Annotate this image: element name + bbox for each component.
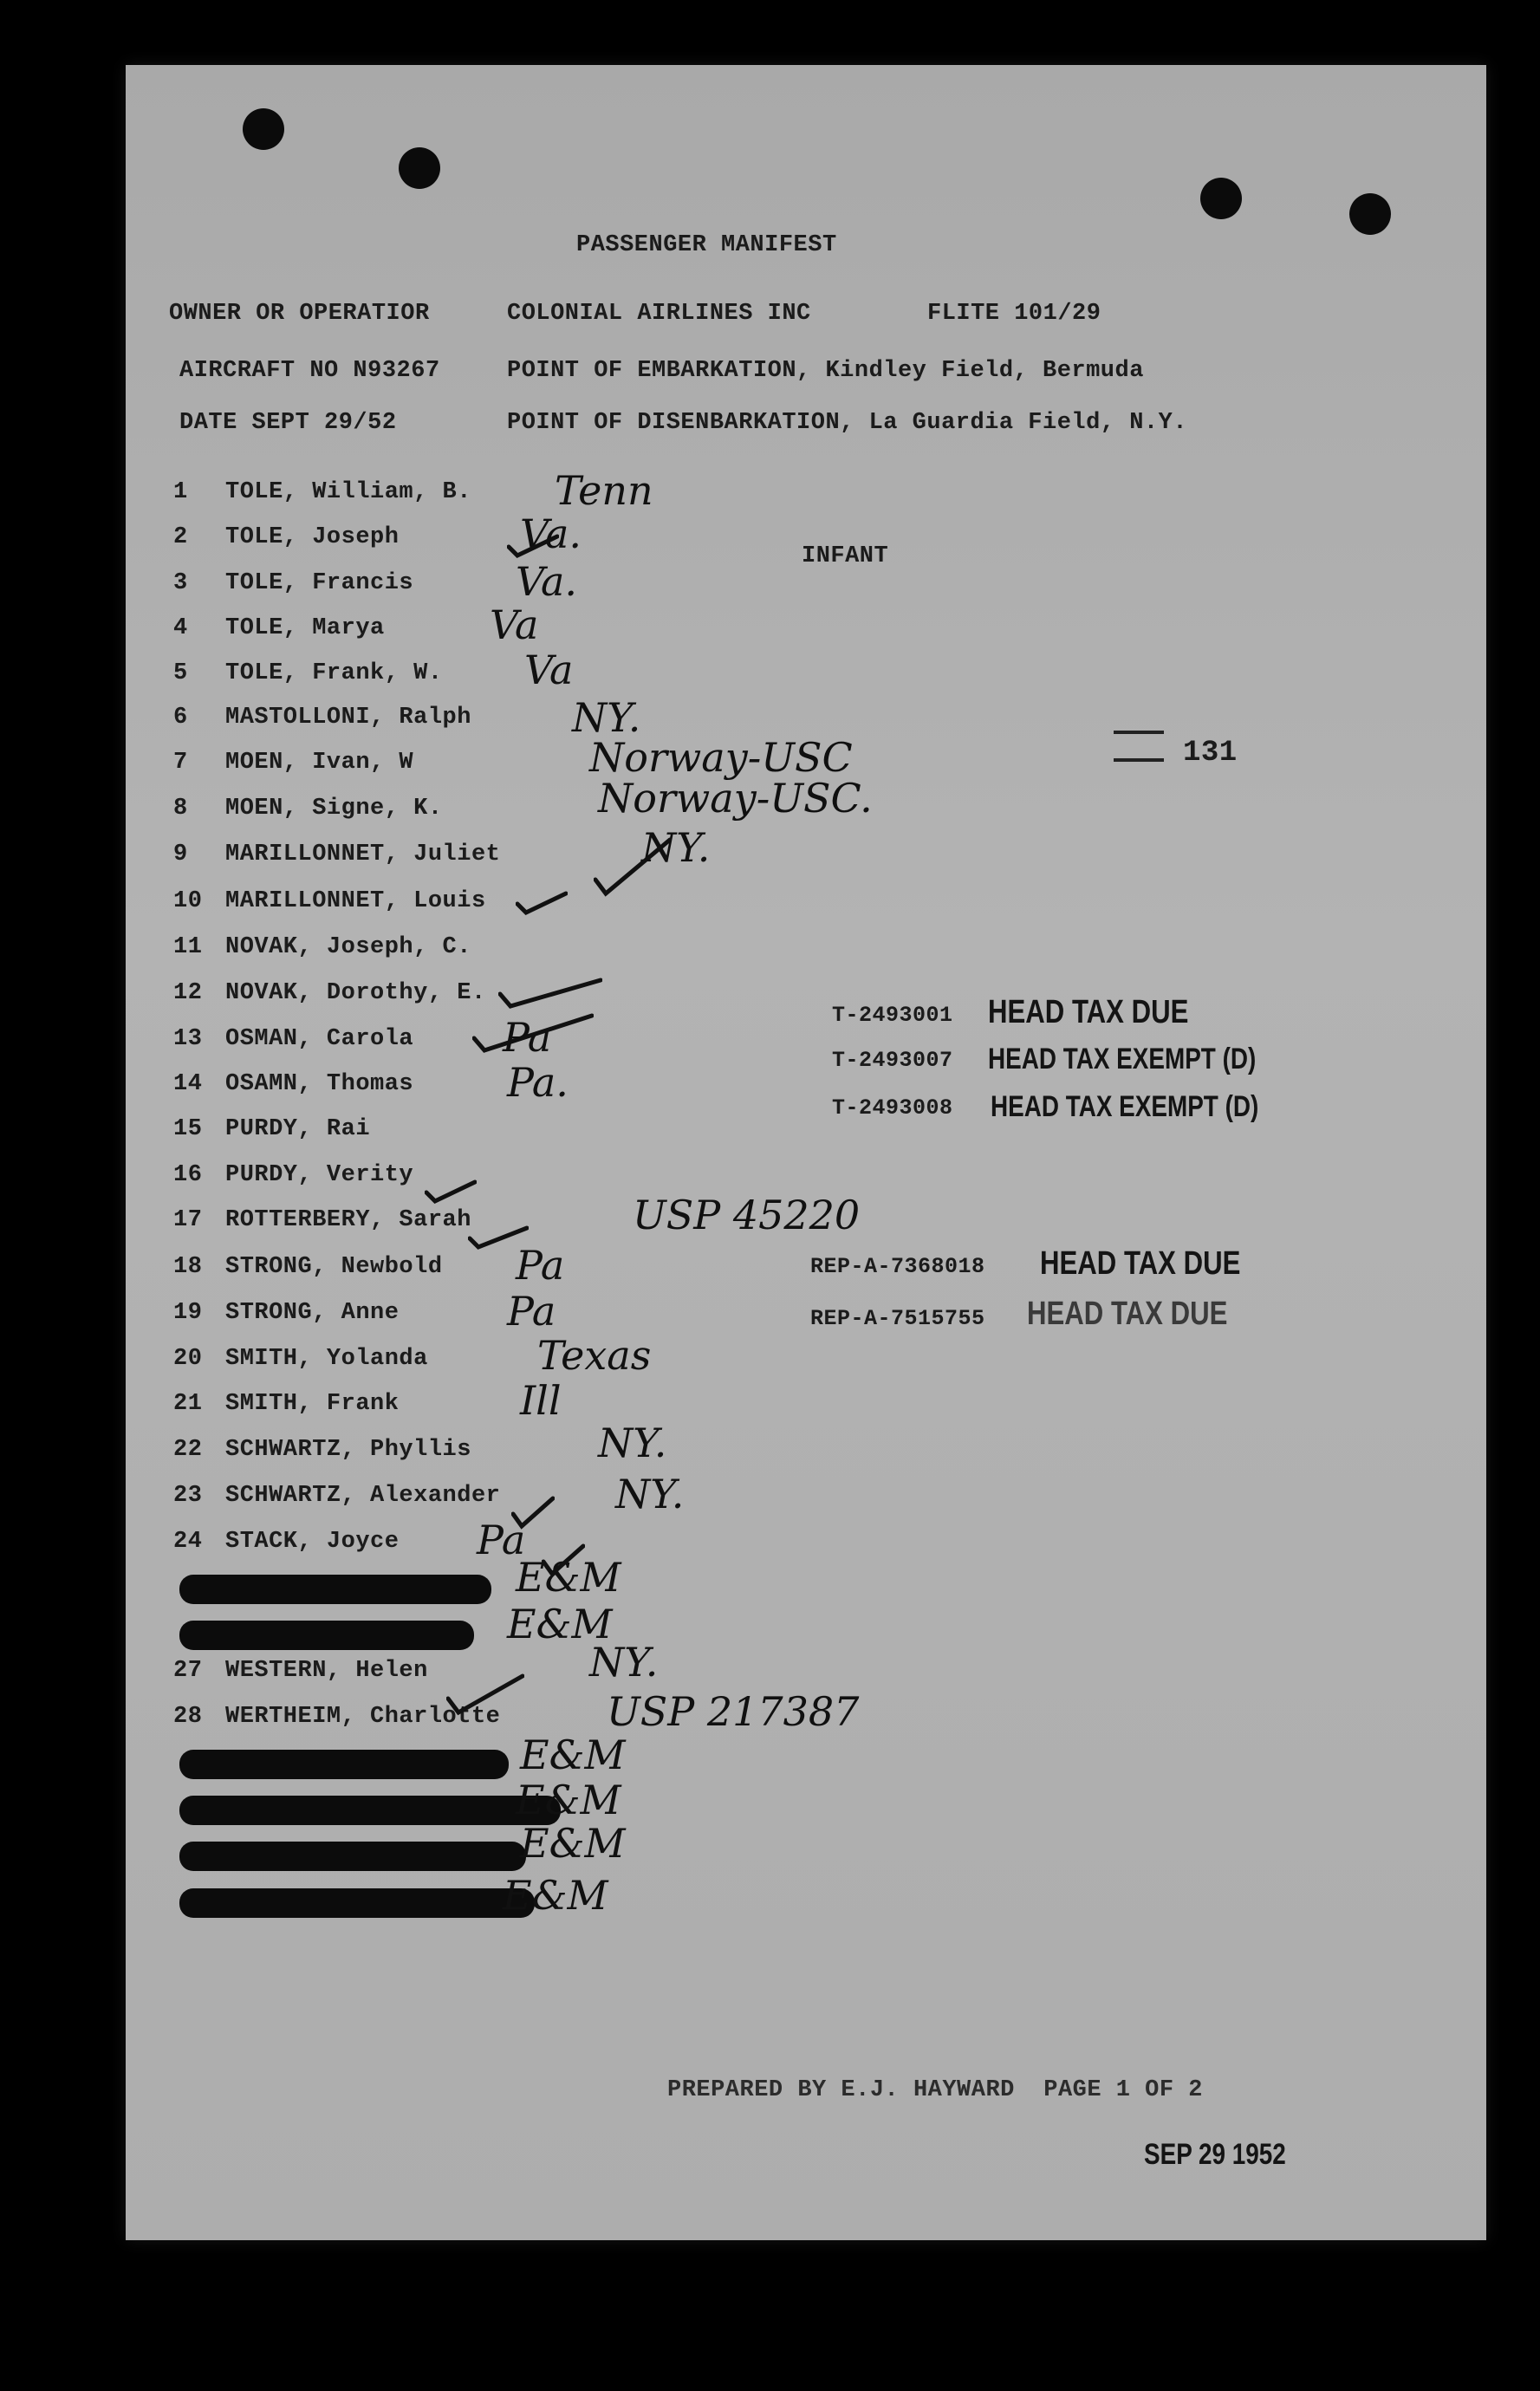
check-mark bbox=[472, 1012, 594, 1056]
count-dash bbox=[1114, 758, 1164, 762]
handwritten-note: Pa bbox=[507, 1288, 556, 1335]
check-mark bbox=[468, 1225, 529, 1251]
row-number: 24 bbox=[173, 1529, 203, 1555]
handwritten-note: Norway-USC. bbox=[598, 775, 873, 822]
handwritten-note: Va bbox=[490, 601, 539, 648]
row-number: 7 bbox=[173, 750, 188, 776]
passenger-name: TOLE, Joseph bbox=[225, 524, 400, 550]
row-number: 4 bbox=[173, 615, 188, 641]
tax-id: T-2493007 bbox=[832, 1048, 953, 1073]
check-mark bbox=[498, 975, 602, 1010]
passenger-name: ROTTERBERY, Sarah bbox=[225, 1207, 471, 1233]
handwritten-note: Norway-USC bbox=[589, 734, 853, 781]
check-mark bbox=[542, 1543, 585, 1577]
handwritten-note: Pa. bbox=[507, 1059, 569, 1106]
passenger-name: NOVAK, Dorothy, E. bbox=[225, 980, 486, 1006]
handwritten-note: USP 45220 bbox=[633, 1192, 861, 1238]
row-number: 19 bbox=[173, 1300, 203, 1326]
punch-hole-3 bbox=[1200, 178, 1242, 219]
tax-status: HEAD TAX EXEMPT (D) bbox=[988, 1043, 1257, 1075]
check-mark bbox=[425, 1179, 477, 1205]
page-title: PASSENGER MANIFEST bbox=[576, 232, 837, 258]
row-number: 15 bbox=[173, 1116, 203, 1142]
row-number: 18 bbox=[173, 1254, 203, 1280]
row-number: 23 bbox=[173, 1483, 203, 1509]
redacted-entry bbox=[179, 1796, 561, 1825]
row-number: 11 bbox=[173, 934, 203, 960]
passenger-name: SCHWARTZ, Alexander bbox=[225, 1483, 501, 1509]
check-mark bbox=[516, 890, 568, 916]
passenger-count: 131 bbox=[1183, 737, 1238, 770]
owner-label: OWNER OR OPERATIOR bbox=[169, 301, 430, 327]
tax-id: T-2493008 bbox=[832, 1095, 953, 1121]
row-number: 9 bbox=[173, 841, 188, 867]
row-number: 20 bbox=[173, 1346, 203, 1372]
handwritten-note: NY. bbox=[589, 1639, 659, 1686]
handwritten-note: NY. bbox=[598, 1420, 667, 1466]
embarkation-point: POINT OF EMBARKATION, Kindley Field, Bermuda bbox=[507, 358, 1144, 384]
passenger-name: WERTHEIM, Charlotte bbox=[225, 1704, 501, 1730]
handwritten-note: E&M bbox=[516, 1777, 621, 1823]
row-number: 14 bbox=[173, 1071, 203, 1097]
handwritten-note: E&M bbox=[520, 1732, 626, 1778]
count-dash bbox=[1114, 731, 1164, 734]
tax-id: REP-A-7515755 bbox=[810, 1306, 985, 1331]
handwritten-note: Texas bbox=[537, 1332, 652, 1379]
handwritten-note: NY. bbox=[572, 694, 641, 741]
passenger-name: PURDY, Rai bbox=[225, 1116, 371, 1142]
passenger-name: STRONG, Anne bbox=[225, 1300, 400, 1326]
passenger-name: TOLE, Marya bbox=[225, 615, 385, 641]
handwritten-note: NY. bbox=[615, 1471, 685, 1517]
flight-date: DATE SEPT 29/52 bbox=[179, 410, 397, 436]
punch-hole-1 bbox=[243, 108, 284, 150]
passenger-name: MASTOLLONI, Ralph bbox=[225, 705, 471, 731]
handwritten-note: Va bbox=[524, 646, 574, 693]
handwritten-note: Va. bbox=[516, 558, 578, 605]
handwritten-note: E&M bbox=[507, 1601, 613, 1647]
row-number: 27 bbox=[173, 1658, 203, 1684]
tax-status: HEAD TAX DUE bbox=[1040, 1245, 1241, 1282]
row-number: 12 bbox=[173, 980, 203, 1006]
handwritten-note: E&M bbox=[503, 1872, 608, 1919]
row-number: 28 bbox=[173, 1704, 203, 1730]
check-mark bbox=[507, 533, 559, 559]
prepared-by: PREPARED BY E.J. HAYWARD PAGE 1 OF 2 bbox=[667, 2077, 1203, 2103]
check-mark bbox=[511, 1495, 555, 1530]
row-number: 22 bbox=[173, 1437, 203, 1463]
tax-id: REP-A-7368018 bbox=[810, 1254, 985, 1279]
handwritten-note: NY. bbox=[641, 824, 711, 871]
tax-status: HEAD TAX DUE bbox=[1027, 1296, 1228, 1332]
tax-id: T-2493001 bbox=[832, 1003, 953, 1028]
row-number: 21 bbox=[173, 1391, 203, 1417]
check-mark bbox=[446, 1673, 524, 1716]
punch-hole-4 bbox=[1349, 193, 1391, 235]
handwritten-note: Pa bbox=[477, 1517, 526, 1563]
passenger-name: SCHWARTZ, Phyllis bbox=[225, 1437, 471, 1463]
passenger-name: MOEN, Signe, K. bbox=[225, 796, 443, 822]
passenger-name: STRONG, Newbold bbox=[225, 1254, 443, 1280]
aircraft-number: AIRCRAFT NO N93267 bbox=[179, 358, 440, 384]
disembarkation-point: POINT OF DISENBARKATION, La Guardia Field, N.Y. bbox=[507, 410, 1188, 436]
row-number: 13 bbox=[173, 1026, 203, 1052]
redacted-entry bbox=[179, 1750, 509, 1779]
row-number: 10 bbox=[173, 888, 203, 914]
handwritten-note: E&M bbox=[520, 1820, 626, 1867]
row-number: 2 bbox=[173, 524, 188, 550]
row-number: 1 bbox=[173, 479, 188, 505]
redacted-entry bbox=[179, 1575, 491, 1604]
handwritten-note: USP 217387 bbox=[607, 1688, 860, 1735]
passenger-name: MARILLONNET, Louis bbox=[225, 888, 486, 914]
handwritten-note: E&M bbox=[516, 1554, 621, 1601]
tax-status: HEAD TAX DUE bbox=[988, 994, 1189, 1030]
passenger-name: TOLE, Frank, W. bbox=[225, 660, 443, 686]
tax-status: HEAD TAX EXEMPT (D) bbox=[991, 1090, 1259, 1123]
passenger-name: WESTERN, Helen bbox=[225, 1658, 428, 1684]
redacted-entry bbox=[179, 1621, 474, 1650]
passenger-name: SMITH, Frank bbox=[225, 1391, 400, 1417]
passenger-name: SMITH, Yolanda bbox=[225, 1346, 428, 1372]
row-number: 6 bbox=[173, 705, 188, 731]
handwritten-note: Pa bbox=[516, 1242, 565, 1289]
redacted-entry bbox=[179, 1842, 526, 1871]
row-number: 17 bbox=[173, 1207, 203, 1233]
passenger-name: TOLE, Francis bbox=[225, 570, 414, 596]
infant-label: INFANT bbox=[802, 543, 889, 569]
handwritten-note: Va. bbox=[520, 510, 582, 557]
passenger-name: TOLE, William, B. bbox=[225, 479, 471, 505]
handwritten-note: Tenn bbox=[555, 467, 653, 514]
passenger-name: STACK, Joyce bbox=[225, 1529, 400, 1555]
passenger-name: NOVAK, Joseph, C. bbox=[225, 934, 471, 960]
date-stamp: SEP 29 1952 bbox=[1144, 2138, 1286, 2171]
row-number: 3 bbox=[173, 570, 188, 596]
passenger-name: MOEN, Ivan, W bbox=[225, 750, 414, 776]
passenger-name: OSMAN, Carola bbox=[225, 1026, 414, 1052]
handwritten-note: Pa bbox=[503, 1014, 552, 1061]
owner-value: COLONIAL AIRLINES INC bbox=[507, 301, 811, 327]
passenger-name: OSAMN, Thomas bbox=[225, 1071, 414, 1097]
flight-number: FLITE 101/29 bbox=[927, 301, 1101, 327]
row-number: 8 bbox=[173, 796, 188, 822]
handwritten-note: Ill bbox=[520, 1377, 562, 1424]
row-number: 16 bbox=[173, 1162, 203, 1188]
passenger-name: MARILLONNET, Juliet bbox=[225, 841, 501, 867]
punch-hole-2 bbox=[399, 147, 440, 189]
redacted-entry bbox=[179, 1888, 535, 1918]
row-number: 5 bbox=[173, 660, 188, 686]
check-mark bbox=[594, 836, 672, 897]
manifest-page bbox=[126, 65, 1486, 2240]
passenger-name: PURDY, Verity bbox=[225, 1162, 414, 1188]
